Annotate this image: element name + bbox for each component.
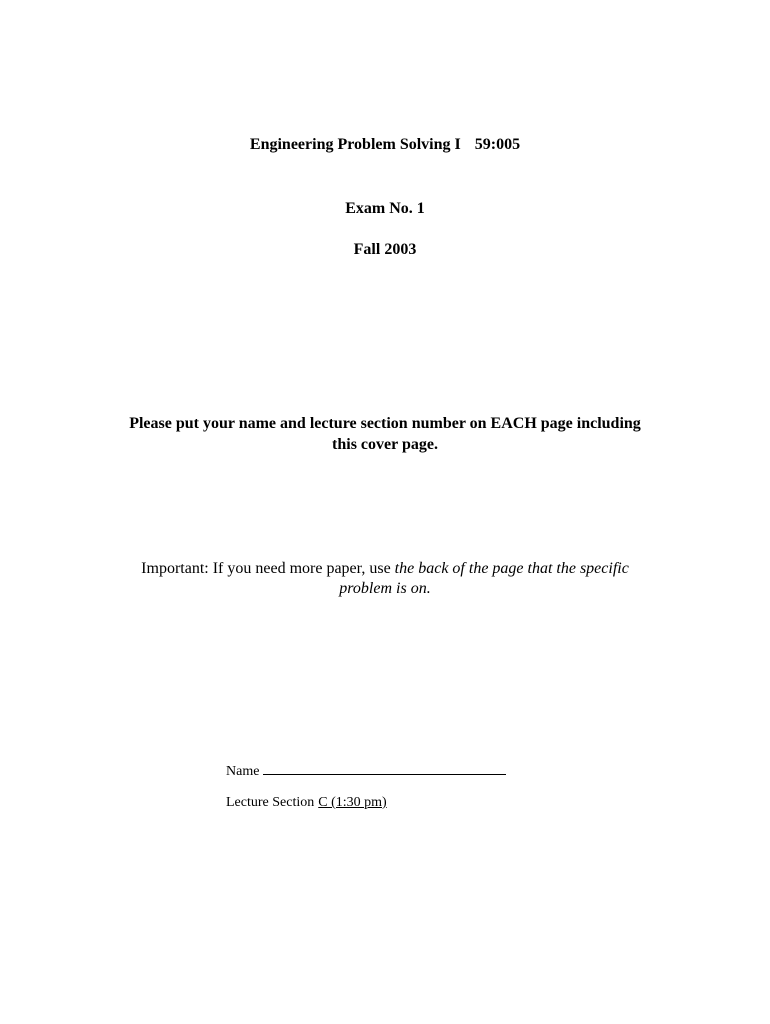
exam-term: Fall 2003 (353, 241, 417, 258)
course-title: Engineering Problem Solving I (249, 136, 461, 153)
important-note-prefix: Important: If you need more paper, use (141, 560, 395, 577)
instruction-line-2: this cover page. (332, 436, 438, 453)
name-field (226, 760, 506, 780)
exam-number: Exam No. 1 (345, 200, 425, 217)
lecture-section-label: Lecture Section (226, 795, 315, 810)
course-code: 59:005 (474, 136, 521, 153)
important-note-emphasis-2: problem is on. (339, 580, 431, 597)
name-label: Name (226, 764, 260, 779)
lecture-section-value: C (1:30 pm) (318, 795, 387, 810)
instruction-text (0, 413, 770, 455)
important-note-emphasis-1: the back of the page that the specific (394, 560, 629, 577)
important-note-line-1 (0, 559, 770, 579)
lecture-section-field (226, 795, 387, 811)
instruction-line-1: Please put your name and lecture section number on EACH page including (129, 415, 641, 432)
important-note (0, 559, 770, 599)
name-input-line[interactable] (263, 760, 506, 775)
exam-title (0, 136, 770, 154)
